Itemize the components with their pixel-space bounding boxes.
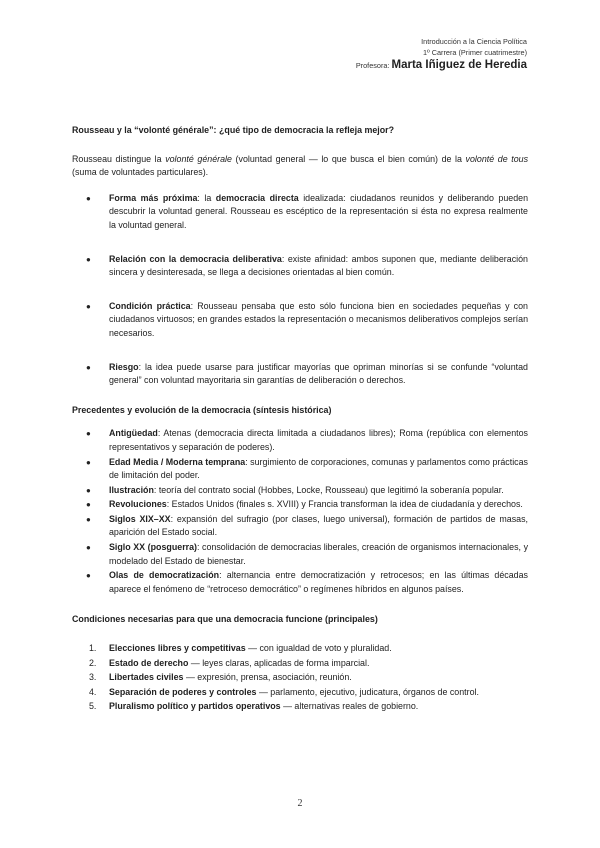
item-label: Siglos XIX–XX [109,513,171,524]
item-label: Relación con la democracia deliberativa [109,253,282,264]
intro-text: Rousseau distingue la [72,153,166,164]
item-label: Revoluciones [109,499,167,510]
section-heading-conditions: Condiciones necesarias para que una democracia funcione (principales) [72,614,378,625]
item-text: : alternancia entre democratización y retrocesos; en las últimas décadas aparece el fenómeno de “retroceso democrático” o regímenes híbridos en algunos países. [109,570,528,594]
item-text: : surgimiento de corporaciones, comunas y parlamentos como prácticas de limitación del poder. [109,456,528,481]
intro-term-volonte-generale: volonté générale [165,153,232,164]
list-item [72,361,528,388]
list-item [72,671,528,685]
professor-line [356,58,527,73]
item-emphasis: democracia directa [215,192,299,203]
item-number: 2. [89,657,97,668]
item-text: — parlamento, ejecutivo, judicatura, órganos de control. [256,686,479,697]
conditions-list [72,642,528,714]
bullet-icon: ● [86,429,91,439]
list-item [72,657,528,671]
item-text: : teoría del contrato social (Hobbes, Locke, Rousseau) que legitimó la soberanía popular. [153,484,504,495]
item-text: idealizada: ciudadanos reunidos y deliberando pueden descubrir la voluntad general. Rousseau es escéptico de la representación si ésta no expresa realmente la voluntad general. [109,192,529,230]
item-text: : existe afinidad: ambos suponen que, mediante deliberación sincera y desinteresada, se llega a decisiones orientadas al bien común. [109,253,528,278]
intro-term-volonte-de-tous: volonté de tous [465,153,529,164]
professor-label: Profesora: [355,61,390,70]
item-label: Riesgo [109,361,139,372]
item-number: 1. [89,643,97,654]
item-text: — expresión, prensa, asociación, reunión. [183,672,352,683]
list-item [72,498,528,512]
item-label: Olas de democratización [109,570,220,581]
item-text: — alternativas reales de gobierno. [280,701,419,712]
intro-text: (voluntad general — lo que busca el bien común) de la [231,153,466,164]
list-item [72,513,528,540]
bullet-icon: ● [86,193,91,203]
list-item [72,700,528,714]
list-item [72,253,528,280]
list-item [72,456,528,483]
document-body [72,124,528,715]
item-label: Condición práctica [109,300,191,311]
list-item [72,484,528,498]
course-title: Introducción a la Ciencia Política [421,37,527,46]
bullet-icon: ● [86,500,91,510]
intro-paragraph [72,153,528,180]
list-item [72,427,528,454]
item-label: Siglo XX (posguerra) [109,542,197,553]
section-heading-rousseau: Rousseau y la “volonté générale”: ¿qué tipo de democracia la refleja mejor? [72,125,395,135]
list-item [72,192,528,233]
list-item [72,541,528,568]
list-item [72,300,528,341]
item-text: : Estados Unidos (finales s. XVIII) y Francia transforman la idea de ciudadanía y derechos. [166,499,523,510]
item-text: : Rousseau pensaba que esto sólo funciona bien en sociedades pequeñas y con ciudadanos virtuosos; en grandes estados la representación o mecanismos deliberativos complejos serían necesarios. [109,300,528,338]
bullet-icon: ● [86,301,91,311]
rousseau-list [72,192,528,388]
item-label: Forma más próxima [109,192,198,203]
intro-text: (suma de voluntades particulares). [72,167,209,178]
item-number: 4. [89,686,97,697]
list-item [72,686,528,700]
page-number: 2 [297,798,303,809]
item-number: 5. [89,701,97,712]
bullet-icon: ● [86,485,91,495]
item-label: Pluralismo político y partidos operativos [109,701,281,712]
bullet-icon: ● [86,543,91,553]
item-label: Separación de poderes y controles [109,686,257,697]
item-text: : la [197,192,216,203]
document-header [356,36,527,73]
item-text: : expansión del sufragio (por clases, luego universal), formación de partidos de masas, aparición del Estado social. [109,513,528,538]
item-label: Libertades civiles [109,672,184,683]
item-number: 3. [89,672,97,683]
bullet-icon: ● [86,254,91,264]
course-term: 1º Carrera (Primer cuatrimestre) [422,48,527,57]
item-label: Estado de derecho [109,657,189,668]
history-list [72,427,528,596]
bullet-icon: ● [86,457,91,467]
list-item [72,642,528,656]
bullet-icon: ● [86,514,91,524]
item-text: : consolidación de democracias liberales, creación de organismos internacionales, y modelado del Estado de bienestar. [109,542,529,566]
item-label: Edad Media / Moderna temprana [109,456,246,467]
item-label: Antigüedad [109,428,158,439]
list-item [72,569,528,596]
item-text: : Atenas (democracia directa limitada a ciudadanos libres); Roma (república con elementos representativos y separación de poderes). [109,428,528,452]
item-text: — con igualdad de voto y pluralidad. [245,643,392,654]
item-text: — leyes claras, aplicadas de forma imparcial. [188,657,370,668]
item-text: : la idea puede usarse para justificar mayorías que opriman minorías si se confunde “voluntad general” con voluntad mayoritaria sin garantías de deliberación o derechos. [109,361,528,386]
item-label: Ilustración [109,484,154,495]
item-label: Elecciones libres y competitivas [109,643,246,654]
section-heading-history: Precedentes y evolución de la democracia (síntesis histórica) [72,404,332,415]
bullet-icon: ● [86,571,91,581]
professor-name: Marta Iñiguez de Heredia [391,59,527,71]
bullet-icon: ● [86,362,91,372]
